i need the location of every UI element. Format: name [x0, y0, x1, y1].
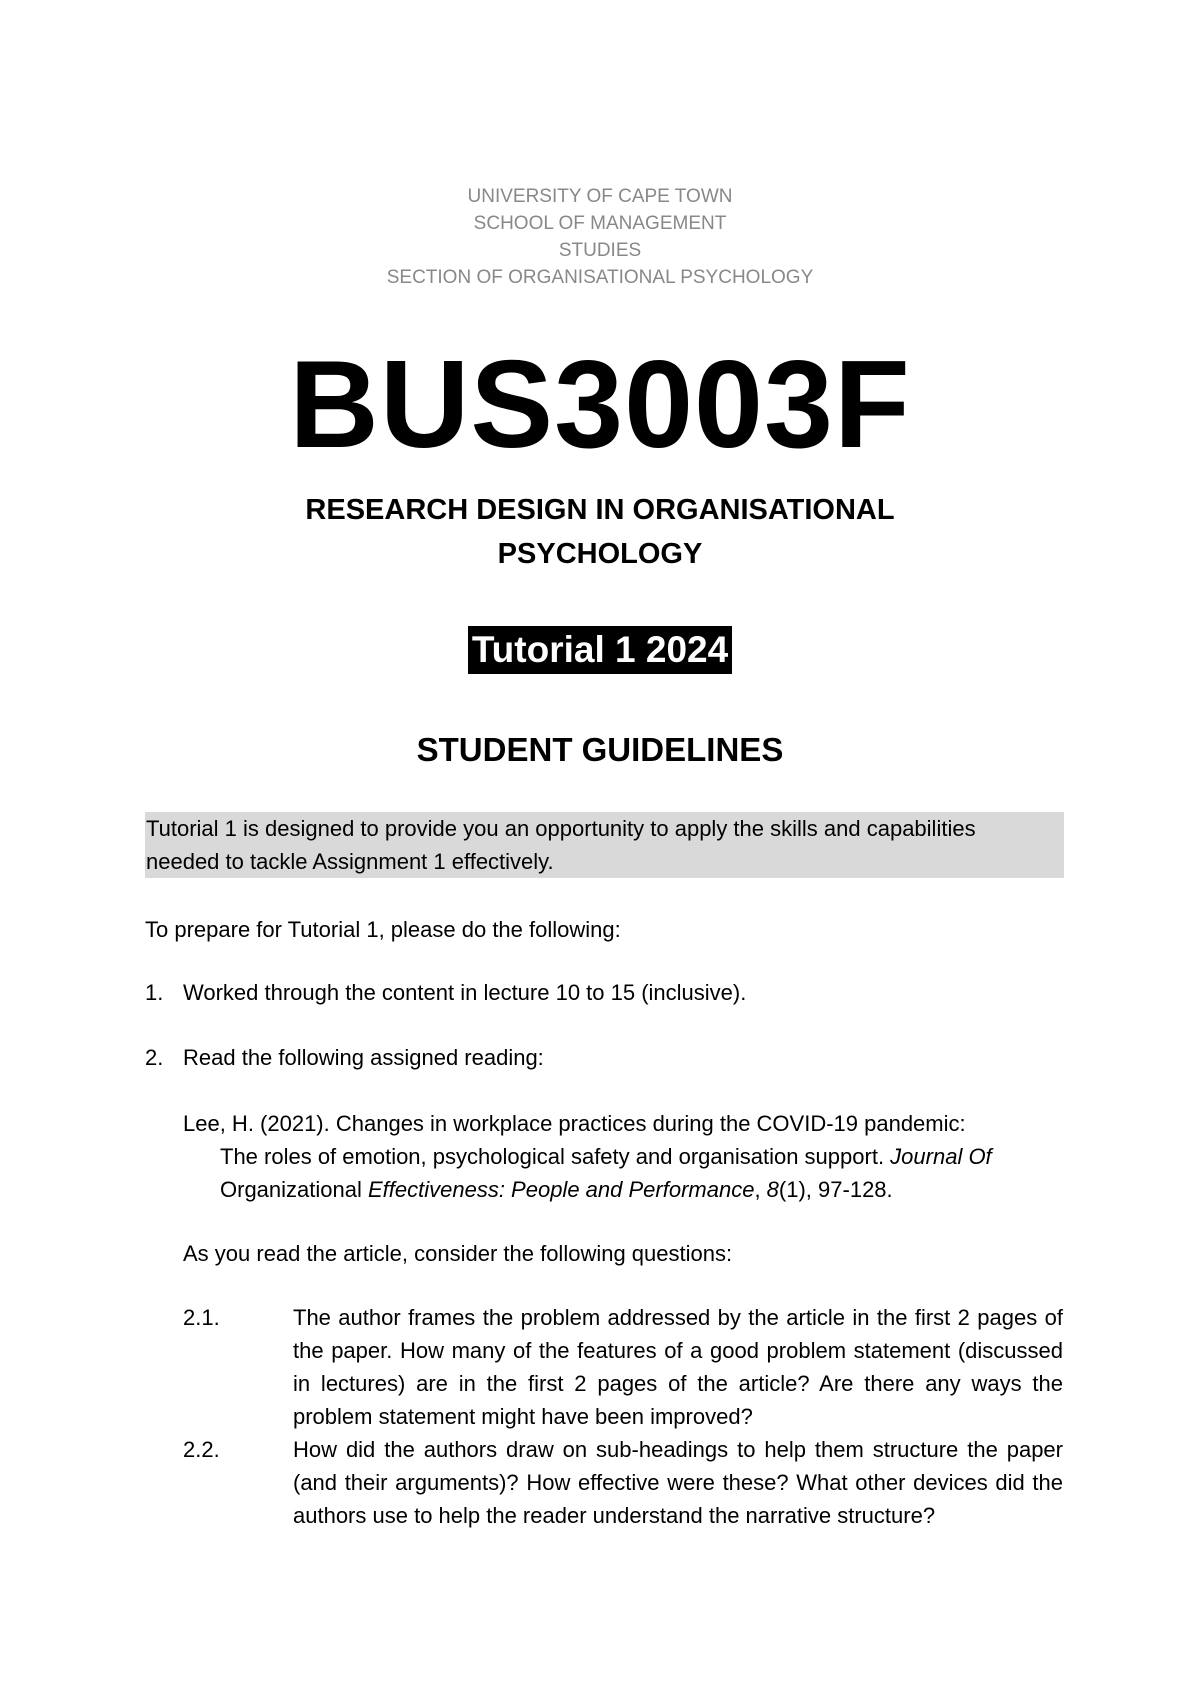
prepare-instruction: To prepare for Tutorial 1, please do the following: [145, 917, 621, 942]
course-title-line-2: PSYCHOLOGY [497, 538, 703, 570]
school-name-continued: STUDIES [558, 240, 642, 261]
reference-line-2 [183, 1140, 1063, 1173]
reference-journal-rest: Effectiveness: People and Performance [367, 1177, 755, 1202]
step-text: Read the following assigned reading: [183, 1045, 544, 1070]
intro-line-1: Tutorial 1 is designed to provide you an opportunity to apply the skills and capabilities [146, 816, 976, 841]
step-number: 1. [145, 980, 164, 1005]
question-item [183, 1301, 1063, 1433]
guidelines-heading: STUDENT GUIDELINES [416, 731, 784, 768]
step-number: 2. [145, 1045, 164, 1070]
tutorial-badge-wrapper [0, 626, 1200, 674]
course-code: BUS3003F [289, 336, 911, 474]
questions-intro: As you read the article, consider the following questions: [183, 1241, 733, 1266]
question-text: The author frames the problem addressed by the article in the first 2 pages of the paper. How many of the features of a good problem statement (discussed in lectures) are in the first 2 pages of the article? Are there any ways the problem statement might have been improved? [293, 1305, 1063, 1429]
section-name: SECTION OF ORGANISATIONAL PSYCHOLOGY [386, 267, 814, 288]
course-title-line-1: RESEARCH DESIGN IN ORGANISATIONAL [305, 494, 895, 526]
step-item [145, 976, 746, 1009]
reference-separator: , [754, 1177, 767, 1202]
question-number: 2.1. [183, 1305, 220, 1330]
reference-article-title: The roles of emotion, psychological safety and organisation support. [220, 1144, 891, 1169]
reference-line-3 [183, 1173, 1063, 1206]
question-number: 2.2. [183, 1437, 220, 1462]
reference-journal-start: Journal Of [890, 1144, 992, 1169]
reference-issue-pages: (1), 97-128. [778, 1177, 893, 1202]
university-name: UNIVERSITY OF CAPE TOWN [467, 186, 733, 207]
intro-highlight-box [145, 812, 1064, 878]
step-text: Worked through the content in lecture 10 to 15 (inclusive). [183, 980, 747, 1005]
reading-reference [183, 1107, 1063, 1206]
reference-line-1: Lee, H. (2021). Changes in workplace practices during the COVID-19 pandemic: [183, 1111, 966, 1136]
reference-journal-word: Organizational [220, 1177, 368, 1202]
tutorial-badge: Tutorial 1 2024 [468, 626, 732, 674]
step-item [145, 1041, 544, 1074]
intro-line-2: needed to tackle Assignment 1 effectively. [146, 849, 554, 874]
reference-volume: 8 [766, 1177, 779, 1202]
question-text: How did the authors draw on sub-headings to help them structure the paper (and their arguments)? How effective were these? What other devices did the authors use to help the reader understand the narrative structure? [293, 1437, 1063, 1528]
school-name: SCHOOL OF MANAGEMENT [473, 213, 727, 234]
institution-header [0, 183, 1200, 291]
question-item [183, 1433, 1063, 1532]
course-title [0, 488, 1200, 576]
